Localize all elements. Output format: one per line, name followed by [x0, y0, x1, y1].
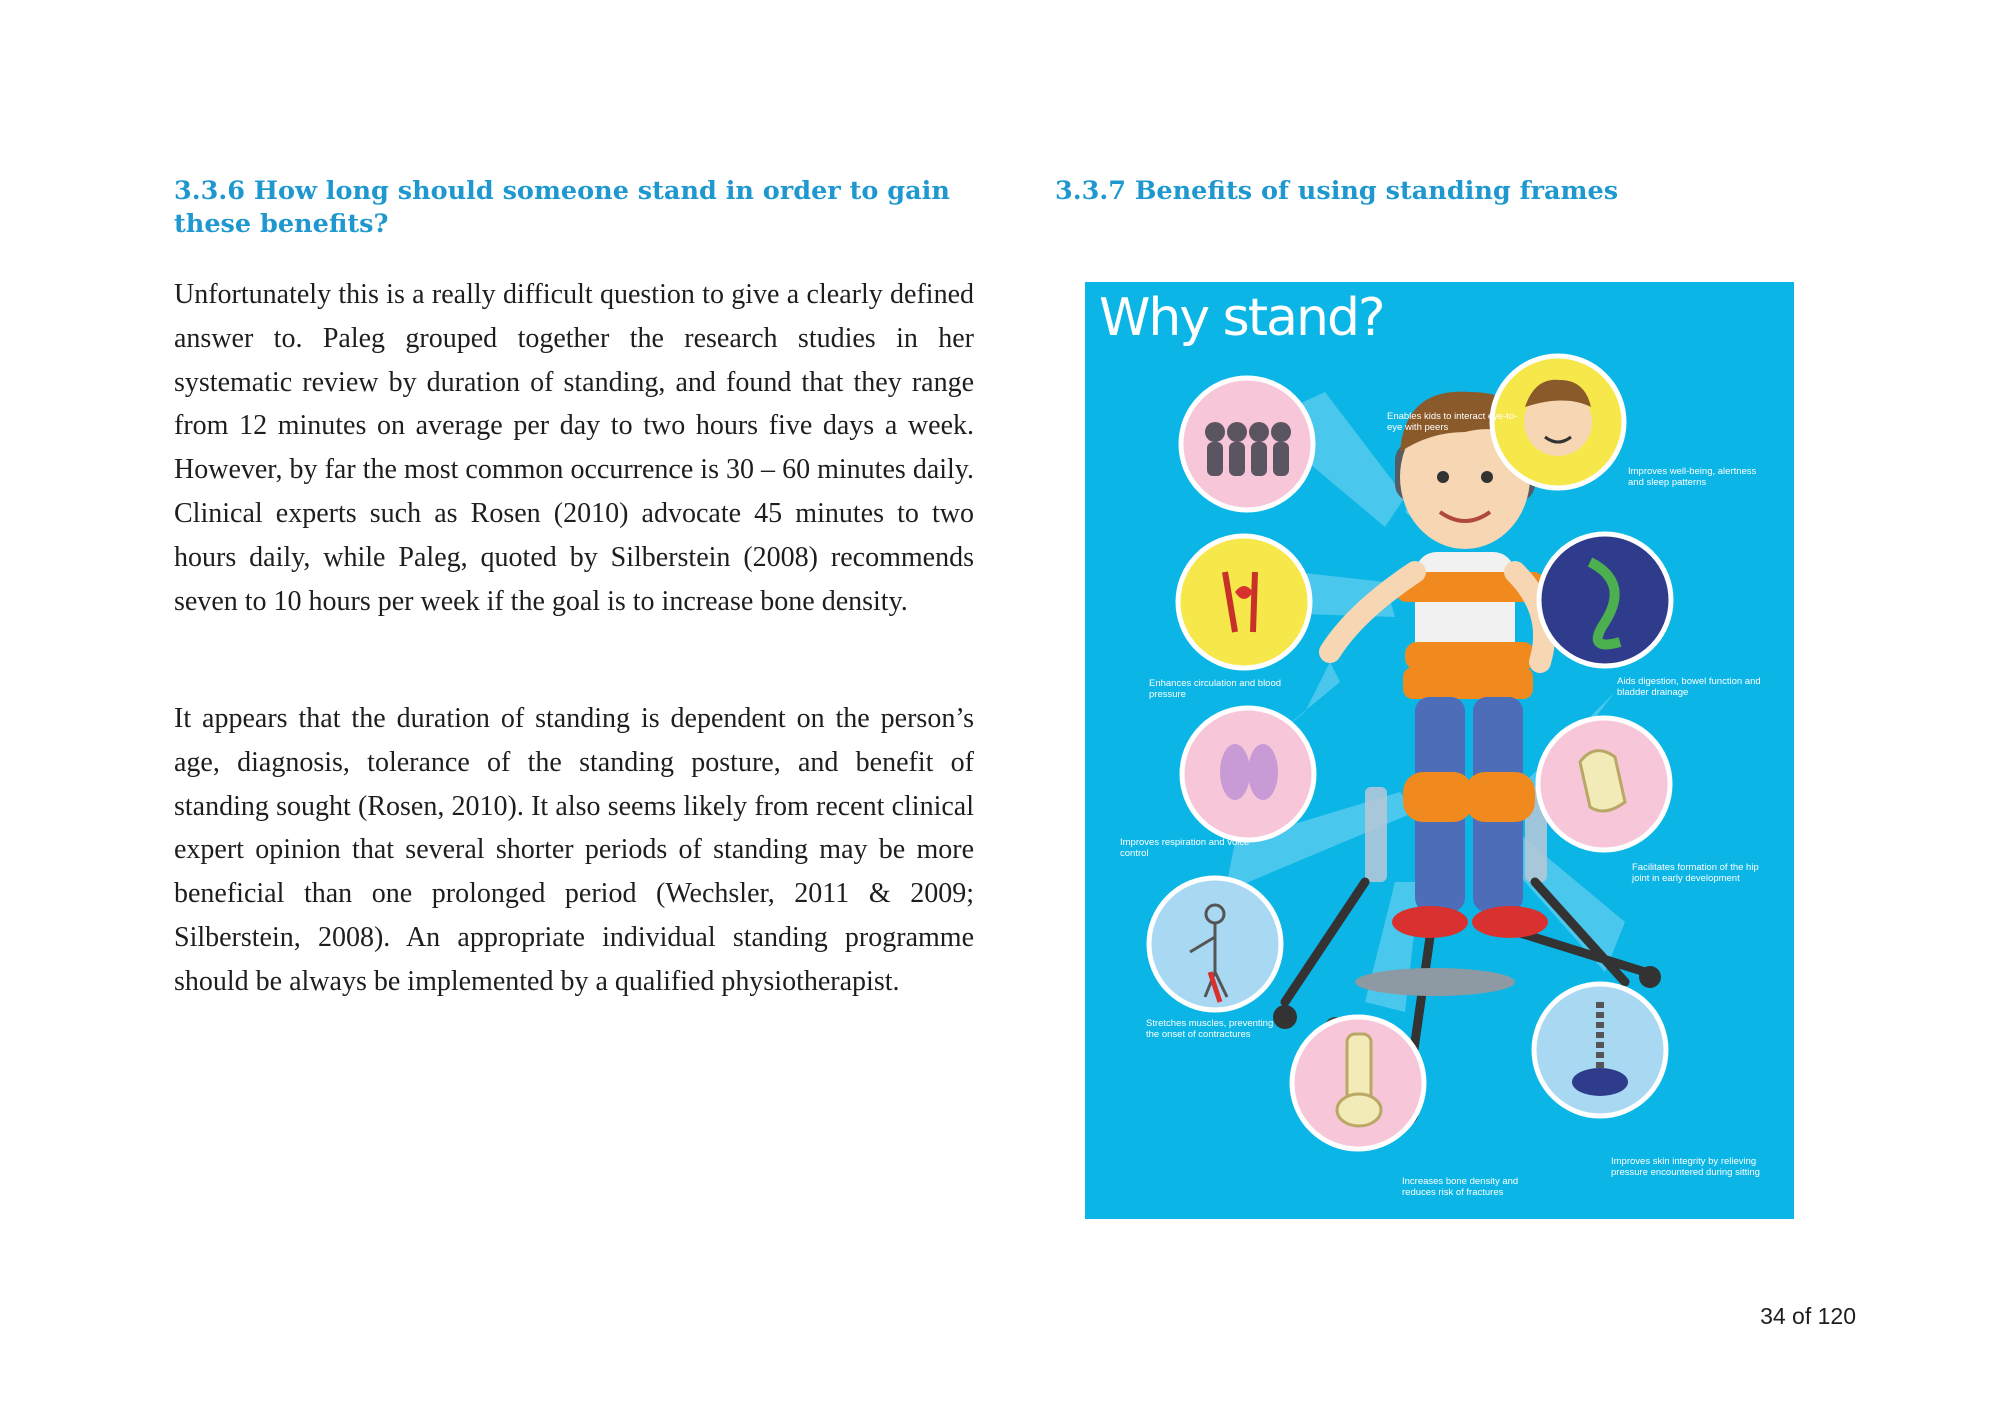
caption-skin: Improves skin integrity by relieving pressure encountered during sitting: [1611, 1156, 1760, 1178]
body-paragraph-2: It appears that the duration of standing is dependent on the person’s age, diagnosis, tolerance of the standing posture, and benefit of standing sought (Rosen, 2010). It also seems likely from recent clinical expert opinion that several shorter periods of standing may be more beneficial than one prolonged period (Wechsler, 2011 & 2009; Silberstein, 2008). An appropriate individual standing programme should be always be implemented by a qualified physiotherapist.: [174, 703, 974, 997]
caption-muscles: Stretches muscles, preventing the onset of contractures: [1146, 1018, 1274, 1040]
section-heading-3-3-7: 3.3.7 Benefits of using standing frames: [1055, 176, 1619, 206]
caption-respiration: Improves respiration and voice control: [1120, 837, 1250, 859]
body-paragraph-1: Unfortunately this is a really difficult question to give a clearly defined answer to. Paleg grouped together the research studies in her systematic review by duration of standing, and found that they range from 12 minutes on average per day to two hours five days a week. However, by far the most common occurrence is 30 – 60 minutes daily. Clinical experts such as Rosen (2010) advocate 45 minutes to two hours daily, while Paleg, quoted by Silberstein (2008) recommends seven to 10 hours per week if the goal is to increase bone density.: [174, 279, 974, 617]
section-heading-3-3-6: 3.3.6 How long should someone stand in order to gain these benefits?: [174, 176, 950, 239]
caption-bone: Increases bone density and reduces risk of fractures: [1402, 1176, 1519, 1198]
page-number: 34 of 120: [1760, 1303, 1856, 1329]
caption-circulation: Enhances circulation and blood pressure: [1149, 678, 1282, 700]
poster-title: Why stand?: [1099, 288, 1384, 348]
caption-hip: Facilitates formation of the hip joint in early development: [1632, 862, 1759, 884]
why-stand-poster: [1085, 282, 1794, 1219]
caption-peers: Enables kids to interact eye-to-eye with peers: [1387, 411, 1518, 433]
caption-wellbeing: Improves well-being, alertness and sleep patterns: [1628, 466, 1757, 488]
caption-digestion: Aids digestion, bowel function and bladder drainage: [1617, 676, 1761, 698]
